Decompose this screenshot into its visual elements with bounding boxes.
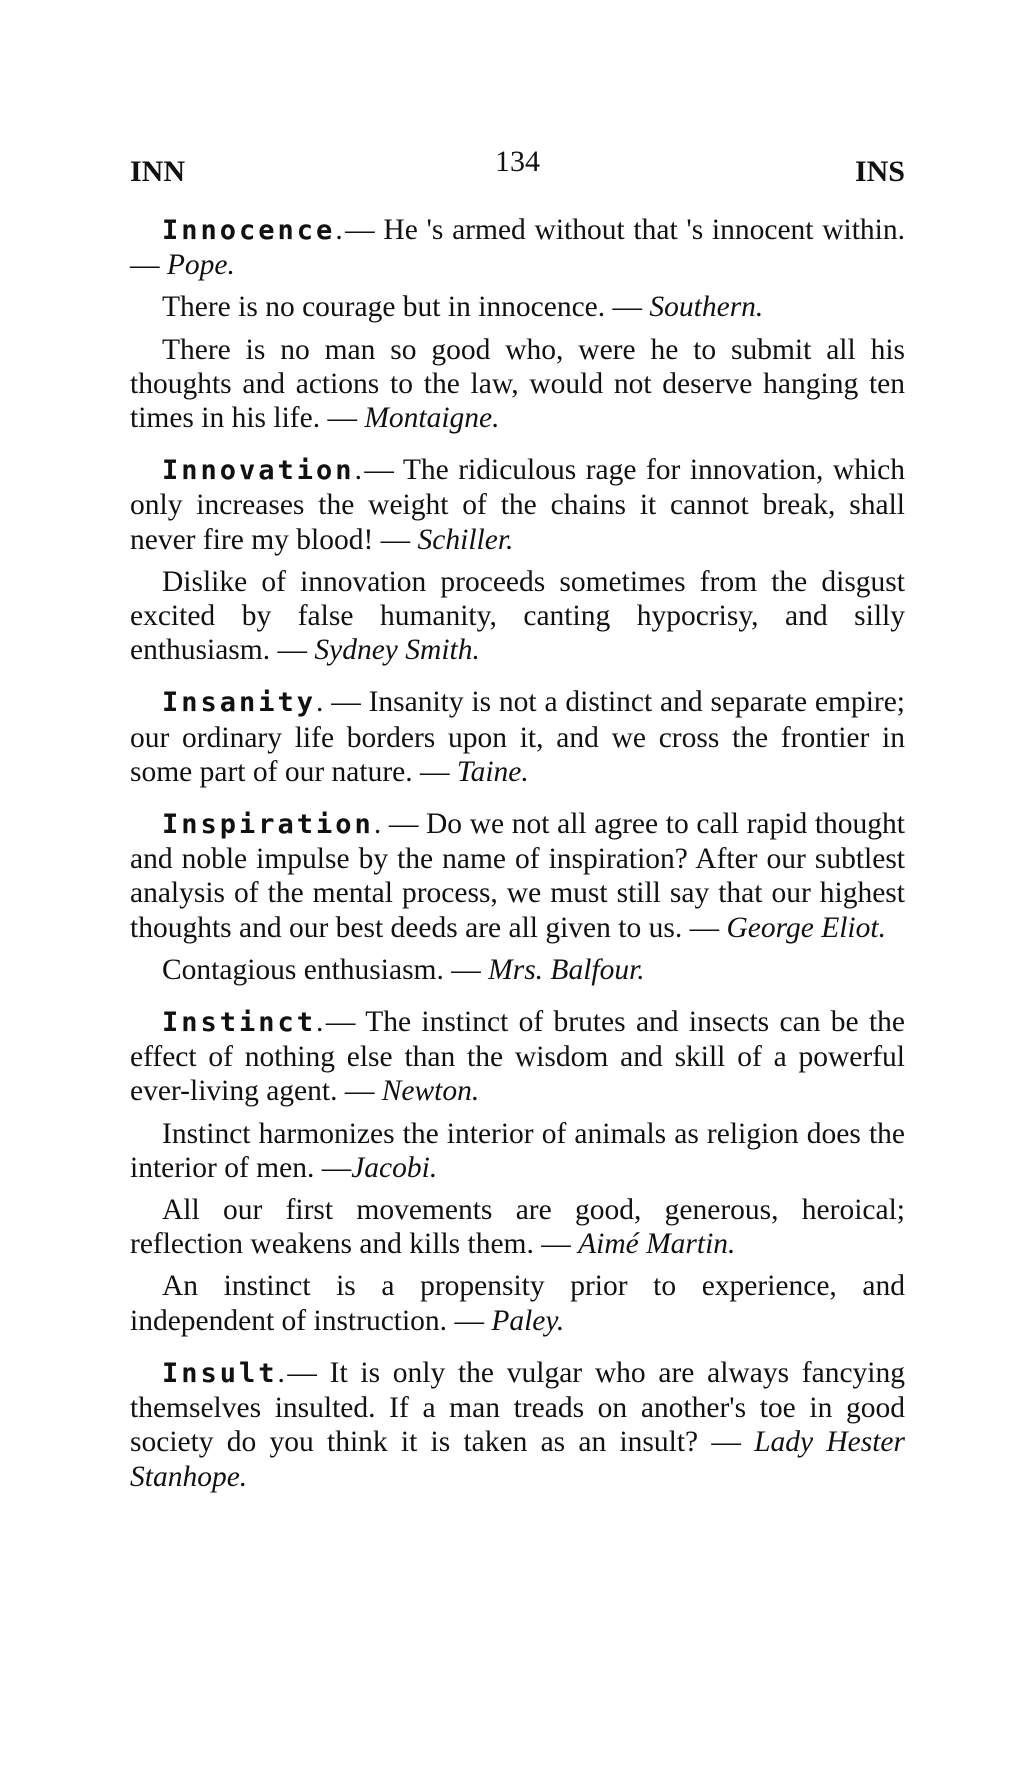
quote-text: It is only the vulgar who are always fancying themselves insulted. If a man treads on another's toe in good society do you think it is taken as an insult? [130,1356,905,1459]
quote-text: All our first movements are good, generous, heroical; reflection weakens and kills them. [130,1194,905,1261]
quote-text: Instinct harmonizes the interior of animals as religion does the interior of men. [130,1117,905,1184]
quote: Insult. — It is only the vulgar who are always fancying themselves insulted. If a man treads on another's toe in good society do you think it is taken as an insult? — Lady Hester Stanhope. [130,1356,906,1493]
quote-text: He 's armed without that 's innocent within. [383,214,906,246]
quote: There is no courage but in innocence. — Southern. [162,291,764,324]
quote-author: Schiller. [417,523,514,556]
quote-author: Jacobi. [351,1151,438,1184]
entry-title: Innocence [162,215,336,246]
entry-title: Innovation [162,455,355,487]
entry-title: Instinct [162,1007,317,1039]
quote: Instinct harmonizes the interior of animals as religion does the interior of men. —Jacobi. [130,1117,905,1184]
quote-text: Dislike of innovation proceeds sometimes from the disgust excited by false humanity, canting hypocrisy, and silly enthusiasm. [130,565,905,667]
quote-author: Paley. [491,1304,565,1337]
quote-text: The instinct of brutes and insects can be the effect of nothing else than the wisdom and skill of a powerful ever-living agent. [130,1006,906,1108]
quote-text: Do we not all agree to call rapid thought and noble impulse by the name of inspiration? After our subtlest analysis of the mental process, we must still say that our highest thoughts and our best deeds are all given to us. [130,808,905,944]
quote: Innocence. — He 's armed without that 's innocent within. — Pope. [130,214,906,282]
quote: Inspiration. — Do we not all agree to call rapid thought and noble impulse by the name of inspiration? After our subtlest analysis of the mental process, we must still say that our highest thoughts and our best deeds are all given to us. — George Eliot. [130,808,905,944]
quote-author: Southern. [649,291,764,324]
quote: Instinct. — The instinct of brutes and insects can be the effect of nothing else than the wisdom and skill of a powerful ever-living agent. — Newton. [130,1006,906,1108]
quote-author: George Eliot. [726,911,886,944]
quote: Dislike of innovation proceeds sometimes from the disgust excited by false humanity, canting hypocrisy, and silly enthusiasm. — Sydney Smith. [130,565,905,667]
quote-text: The ridiculous rage for innovation, which only increases the weight of the chains it cannot break, shall never fire my blood! [130,454,905,556]
quote-text: Insanity is not a distinct and separate empire; our ordinary life borders upon it, and we cross the frontier in some part of our nature. [130,686,906,788]
quote: Insanity. — Insanity is not a distinct and separate empire; our ordinary life borders upon it, and we cross the frontier in some part of our nature. — Taine. [130,686,906,788]
quote-author: Newton. [381,1075,480,1108]
quote: Contagious enthusiasm. — Mrs. Balfour. [162,953,645,986]
quote-author: Mrs. Balfour. [488,953,645,986]
entry-title: Inspiration [162,809,374,841]
quote-author: Montaigne. [364,402,500,435]
header-right-guideword: INS [854,155,905,188]
quote-author: Taine. [456,755,529,788]
quote-text: There is no courage but in innocence. [162,291,606,324]
entry-title: Insult [162,1357,278,1389]
quote-text: Contagious enthusiasm. [162,953,444,986]
quote-text: There is no man so good who, were he to submit all his thoughts and actions to the law, would not deserve hanging ten times in his life. [130,333,905,435]
quote: All our first movements are good, generous, heroical; reflection weakens and kills them. — Aimé Martin. [130,1194,905,1261]
quote: Innovation. — The ridiculous rage for innovation, which only increases the weight of the chains it cannot break, shall never fire my blood! — Schiller. [130,454,905,556]
page-body [130,213,905,1494]
quote: There is no man so good who, were he to submit all his thoughts and actions to the law, would not deserve hanging ten times in his life. — Montaigne. [130,333,905,435]
quote-author: Aimé Martin. [578,1228,736,1261]
entry-title: Insanity [162,687,317,719]
quote-text: An instinct is a propensity prior to experience, and independent of instruction. [130,1270,905,1337]
quote-author: Pope. [166,249,235,282]
quote: An instinct is a propensity prior to experience, and independent of instruction. — Paley. [130,1270,905,1337]
quote-author: Lady Hester Stanhope. [130,1426,906,1493]
header-left-guideword: INN [130,155,186,188]
running-header [130,145,905,188]
page-number: 134 [495,145,540,178]
quote-author: Sydney Smith. [314,634,480,667]
